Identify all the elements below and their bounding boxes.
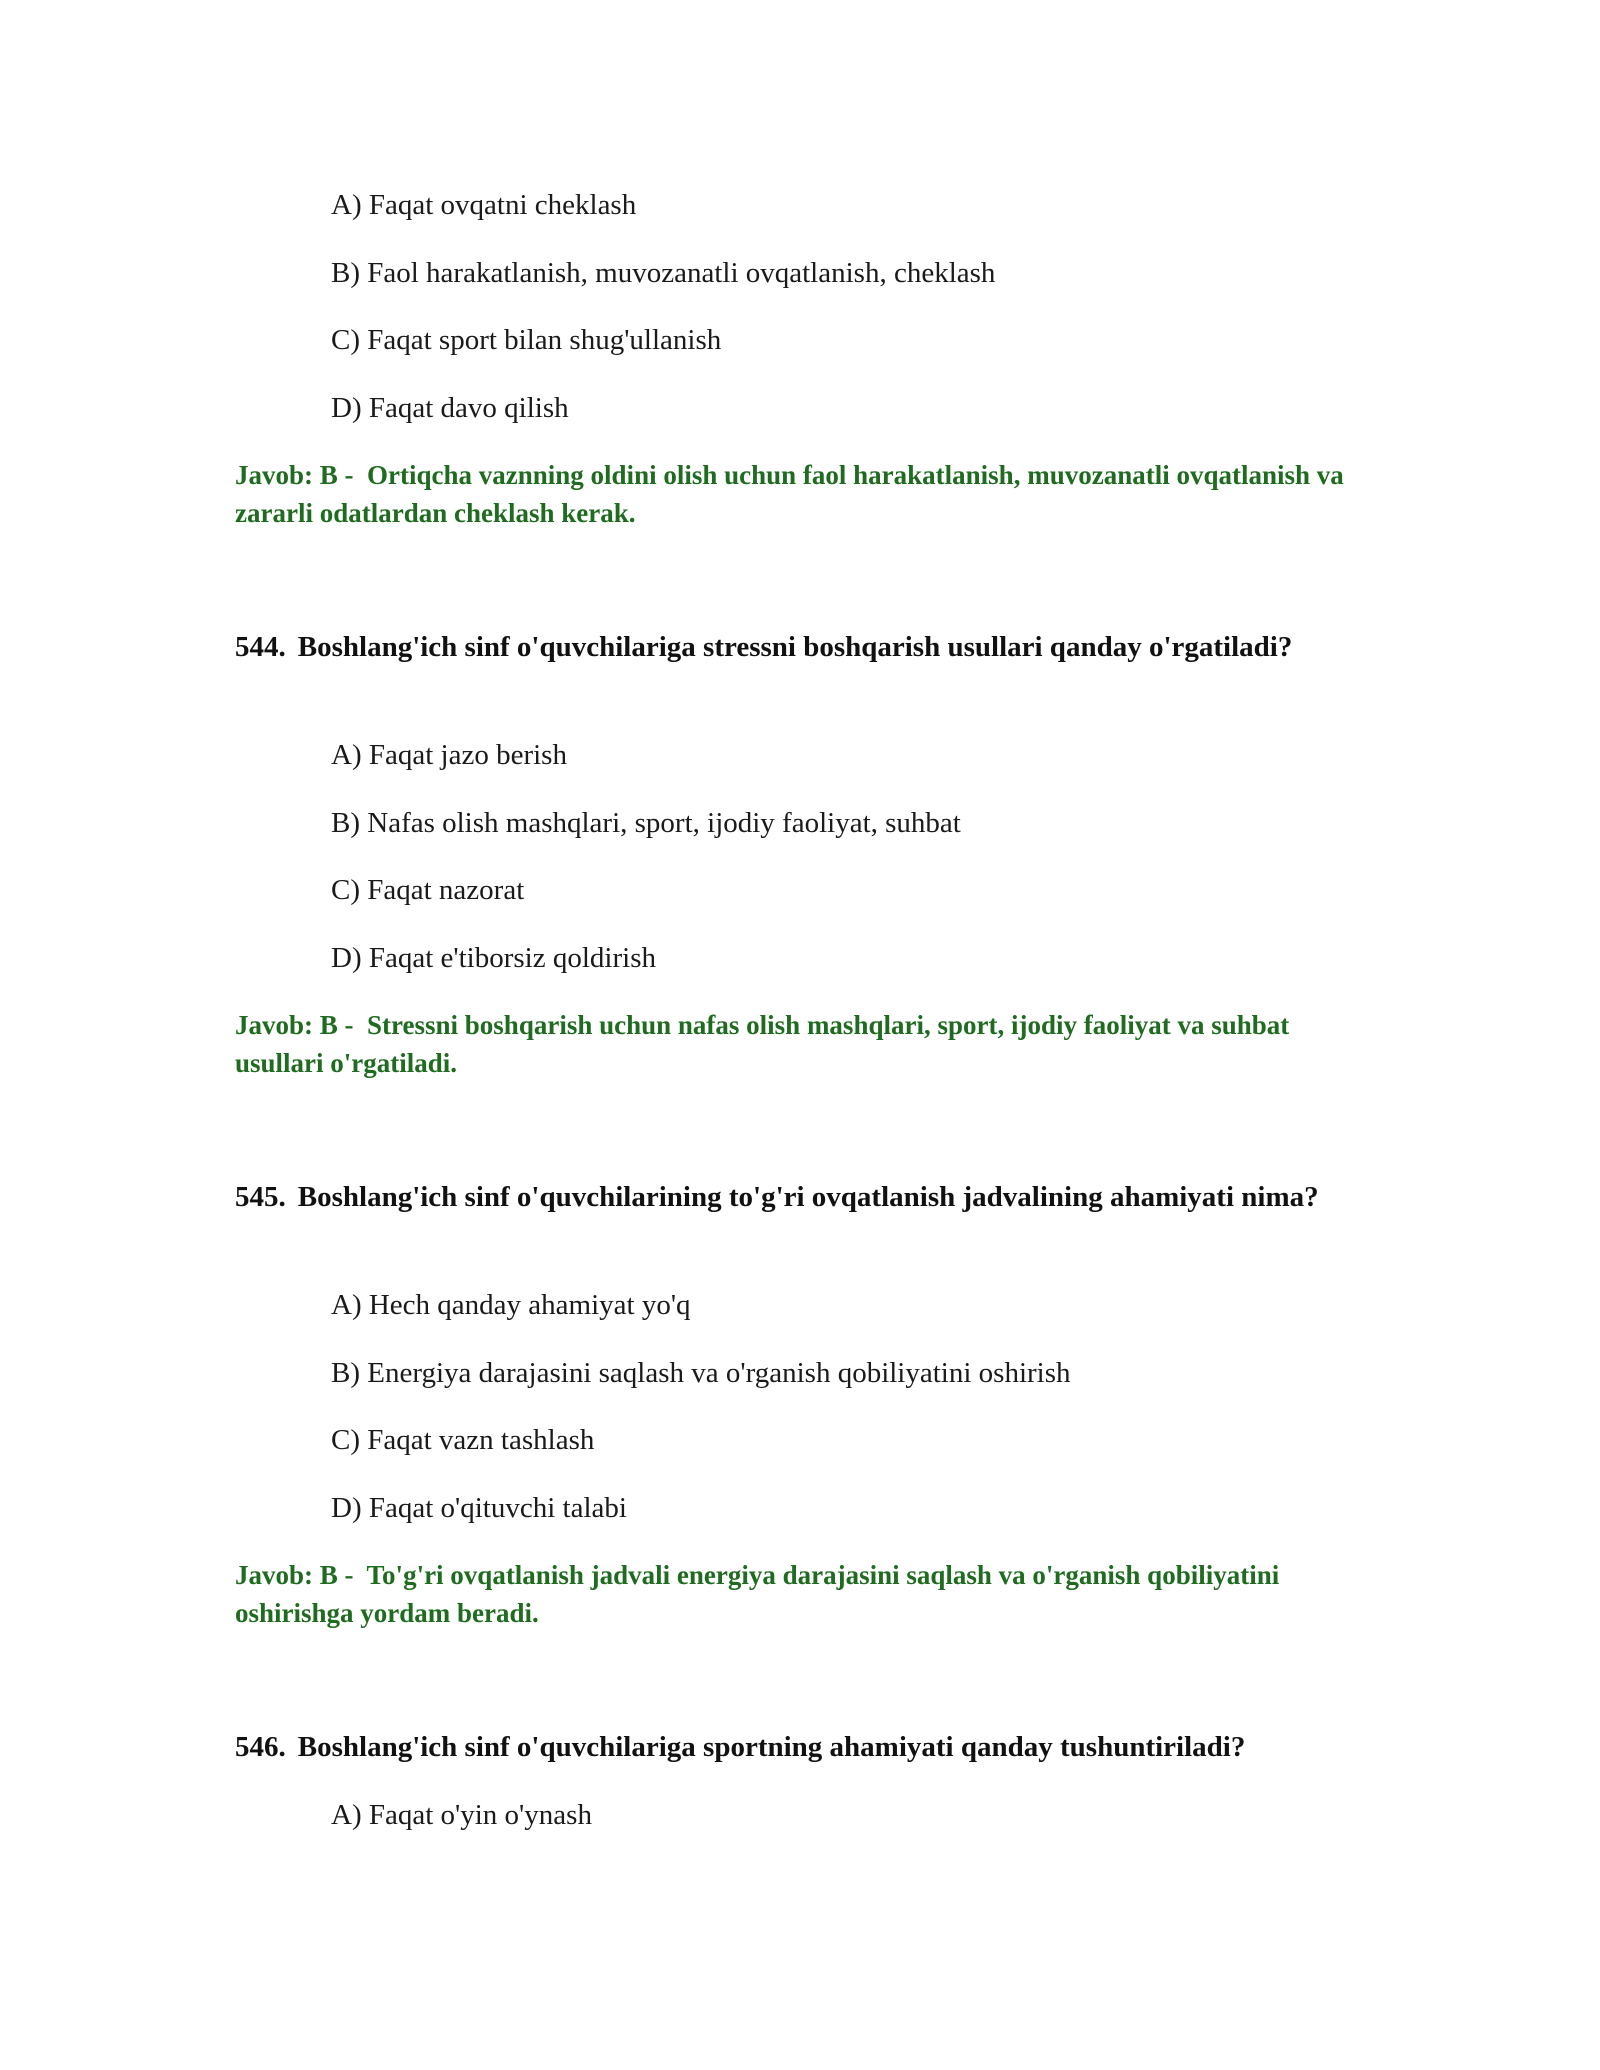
q545-option-c: C) Faqat vazn tashlash — [331, 1424, 595, 1456]
q546-option-a: A) Faqat o'yin o'ynash — [331, 1799, 592, 1831]
q543-option-c: C) Faqat sport bilan shug'ullanish — [331, 324, 722, 356]
q544-answer-prefix: Javob: B - — [235, 1010, 354, 1040]
q544-answer — [235, 1006, 1355, 1082]
q544-answer-text: Stressni boshqarish uchun nafas olish mashqlari, sport, ijodiy faoliyat va suhbat usullari o'rgatiladi. — [235, 1010, 1290, 1078]
q545-question — [235, 1177, 1365, 1218]
q544-question — [235, 627, 1365, 668]
q543-option-b: B) Faol harakatlanish, muvozanatli ovqatlanish, cheklash — [331, 257, 996, 289]
q544-number: 544. — [235, 631, 286, 663]
q545-option-a: A) Hech qanday ahamiyat yo'q — [331, 1289, 691, 1321]
q544-option-a: A) Faqat jazo berish — [331, 739, 567, 771]
q545-answer-prefix: Javob: B - — [235, 1560, 354, 1590]
q545-option-b: B) Energiya darajasini saqlash va o'rganish qobiliyatini oshirish — [331, 1357, 1071, 1389]
q545-answer-text: To'g'ri ovqatlanish jadvali energiya darajasini saqlash va o'rganish qobiliyatini oshirishga yordam beradi. — [235, 1560, 1280, 1628]
q543-option-a: A) Faqat ovqatni cheklash — [331, 189, 637, 221]
q543-answer-prefix: Javob: B - — [235, 460, 354, 490]
q543-answer — [235, 456, 1355, 532]
q546-number: 546. — [235, 1731, 286, 1763]
q544-question-text: Boshlang'ich sinf o'quvchilariga stressni boshqarish usullari qanday o'rgatiladi? — [297, 631, 1293, 663]
q545-option-d: D) Faqat o'qituvchi talabi — [331, 1492, 627, 1524]
q545-number: 545. — [235, 1181, 286, 1213]
q544-option-d: D) Faqat e'tiborsiz qoldirish — [331, 942, 656, 974]
q544-option-c: C) Faqat nazorat — [331, 874, 525, 906]
q543-answer-text: Ortiqcha vaznning oldini olish uchun faol harakatlanish, muvozanatli ovqatlanish va zararli odatlardan cheklash kerak. — [235, 460, 1344, 528]
q543-option-d: D) Faqat davo qilish — [331, 392, 569, 424]
q546-question — [235, 1727, 1365, 1768]
q546-question-text: Boshlang'ich sinf o'quvchilariga sportning ahamiyati qanday tushuntiriladi? — [297, 1731, 1246, 1763]
q545-answer — [235, 1556, 1355, 1632]
q545-question-text: Boshlang'ich sinf o'quvchilarining to'g'ri ovqatlanish jadvalining ahamiyati nima? — [297, 1181, 1319, 1213]
q544-option-b: B) Nafas olish mashqlari, sport, ijodiy faoliyat, suhbat — [331, 807, 961, 839]
